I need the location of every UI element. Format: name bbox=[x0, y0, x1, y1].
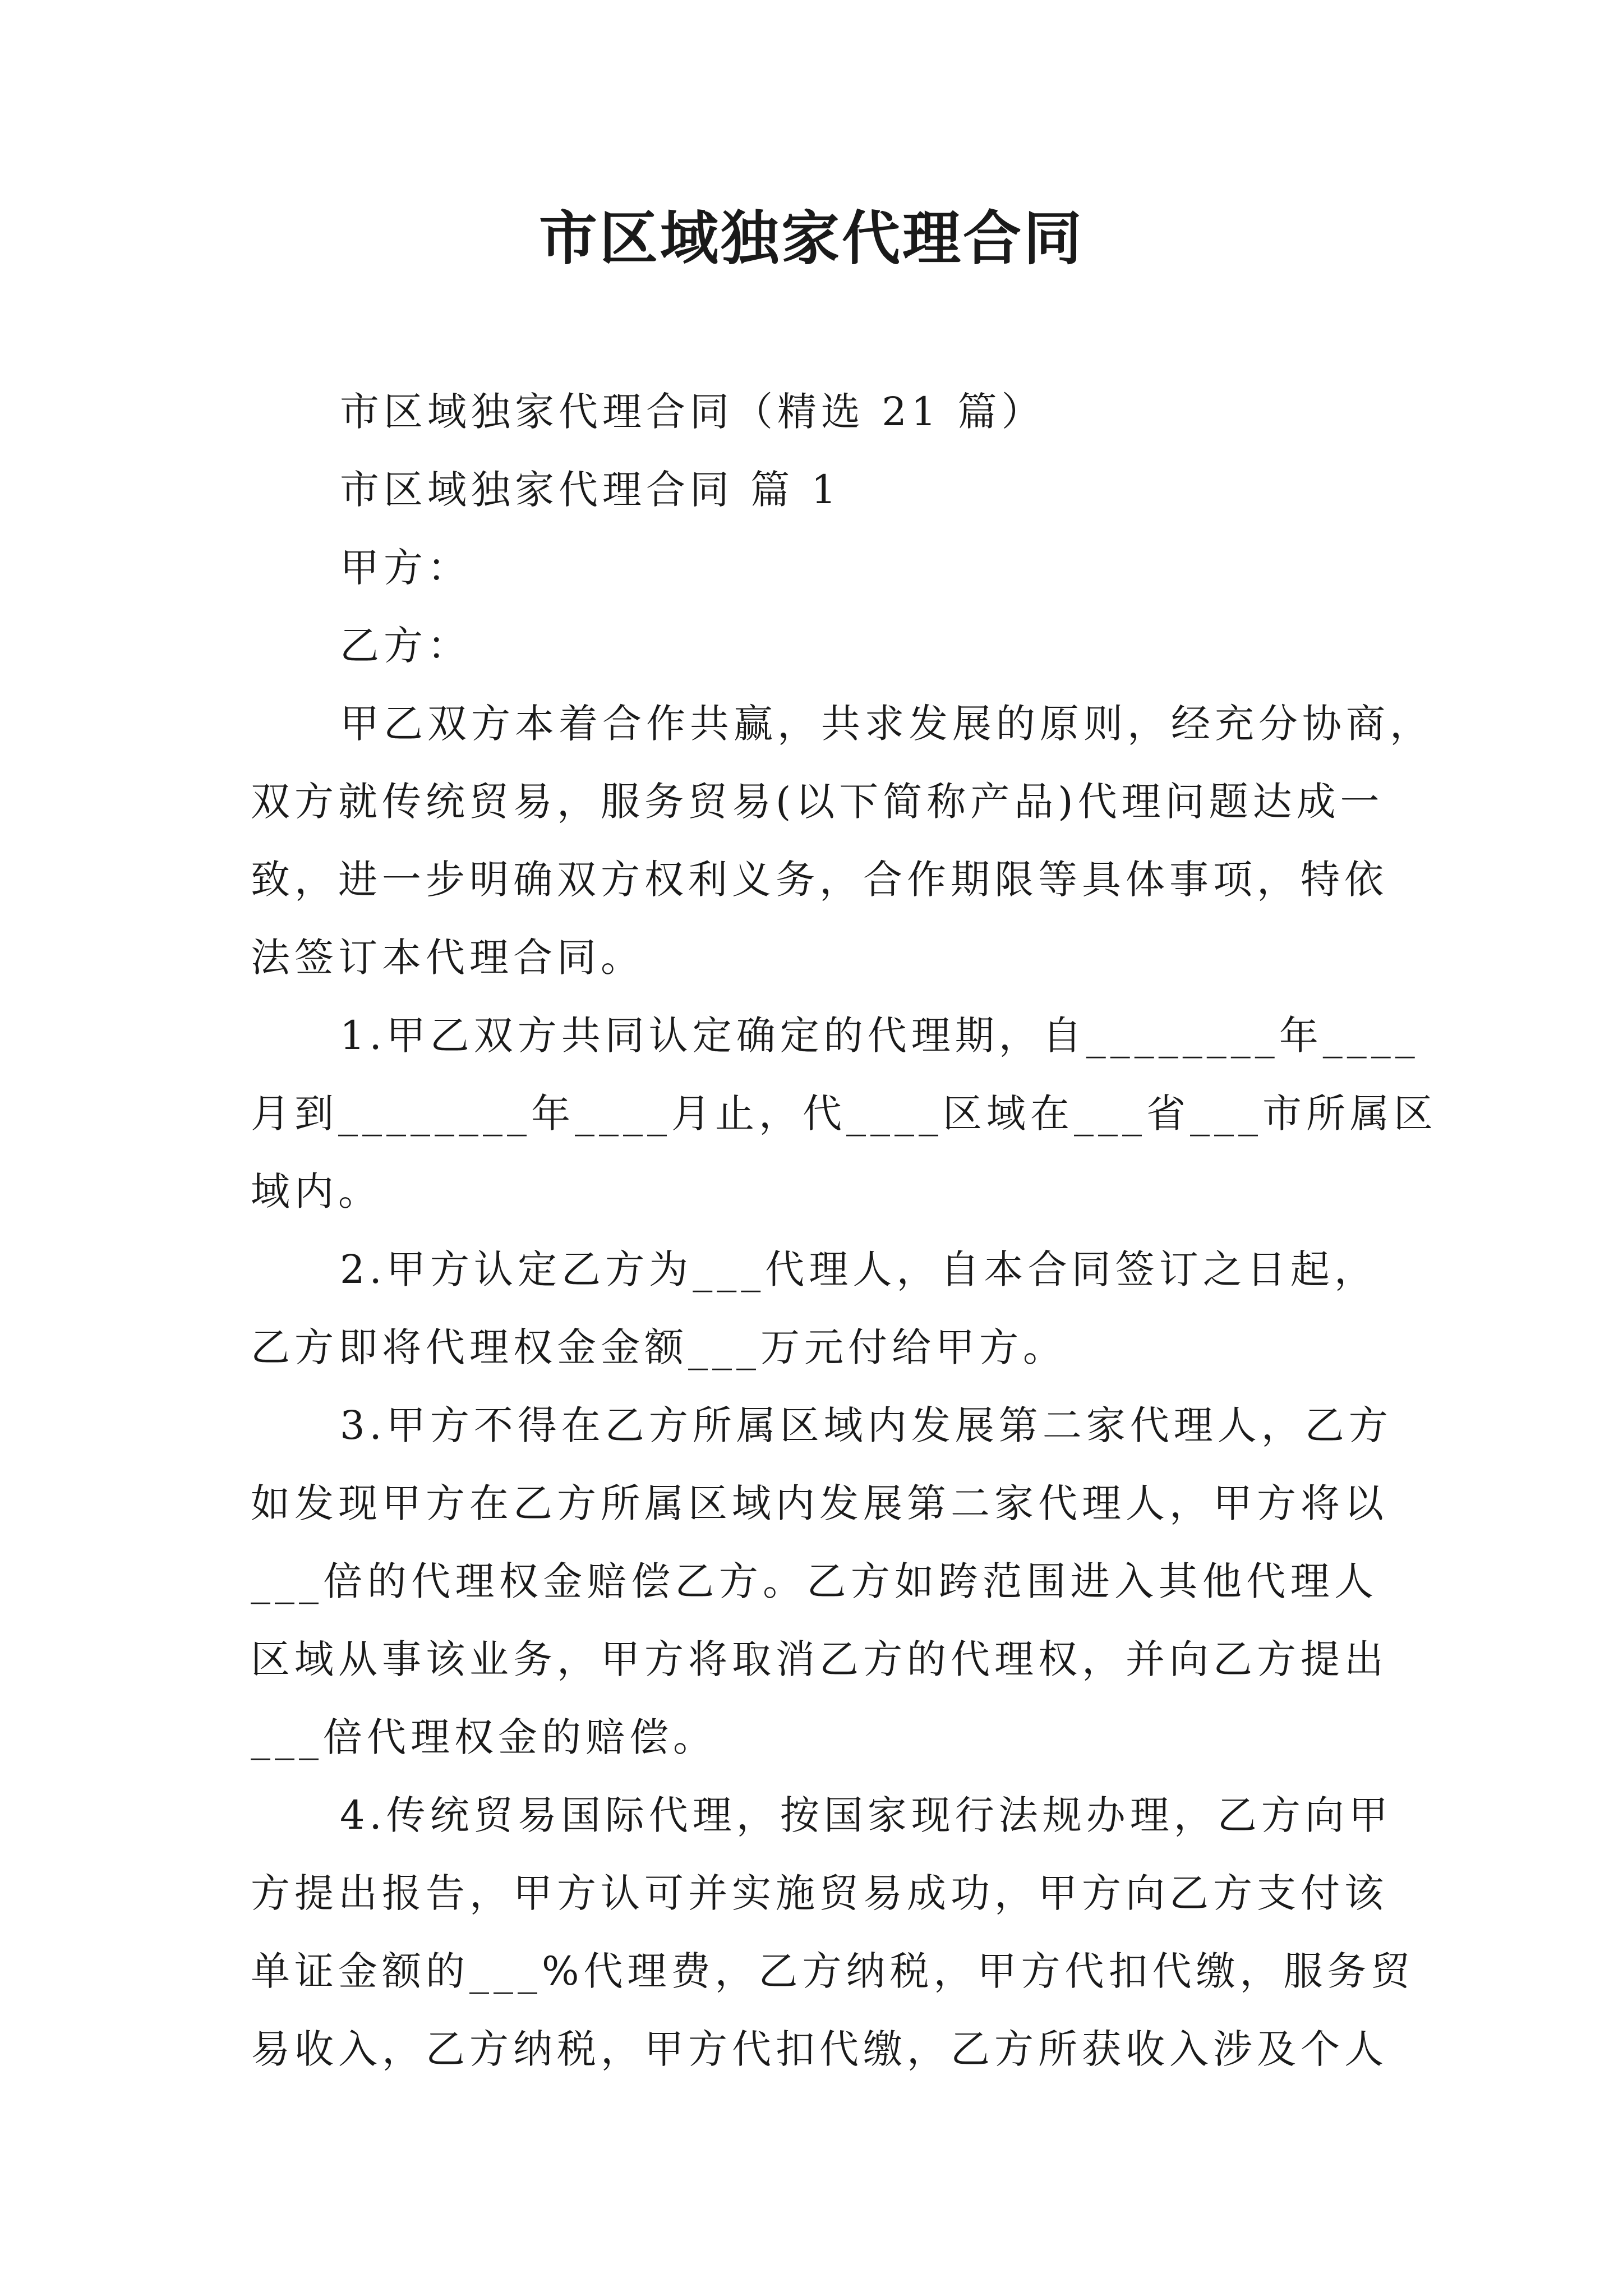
party-b-label: 乙方： bbox=[340, 623, 471, 669]
paragraph-line: 4.传统贸易国际代理，按国家现行法规办理，乙方向甲 bbox=[340, 1792, 1393, 1838]
clause-4 bbox=[251, 1777, 1415, 2088]
paragraph-line: 双方就传统贸易，服务贸易(以下简称产品)代理问题达成一 bbox=[251, 779, 1384, 825]
clause-3 bbox=[251, 1387, 1393, 1777]
paragraph-line: 如发现甲方在乙方所属区域内发展第二家代理人，甲方将以 bbox=[251, 1480, 1388, 1526]
paragraph-line: 易收入，乙方纳税，甲方代扣代缴，乙方所获收入涉及个人 bbox=[251, 2026, 1388, 2072]
paragraph-line: 方提出报告，甲方认可并实施贸易成功，甲方向乙方支付该 bbox=[251, 1870, 1388, 1916]
party-a-label: 甲方： bbox=[340, 545, 471, 591]
paragraph-intro bbox=[251, 685, 1433, 997]
document-subtitle: 市区域独家代理合同（精选 21 篇） bbox=[340, 389, 1045, 435]
paragraph-line: 区域从事该业务，甲方将取消乙方的代理权，并向乙方提出 bbox=[251, 1636, 1388, 1682]
paragraph-line: 1.甲乙双方共同认定确定的代理期，自________年____ bbox=[340, 1013, 1419, 1059]
paragraph-line: 3.甲方不得在乙方所属区域内发展第二家代理人，乙方 bbox=[340, 1402, 1393, 1448]
document-title: 市区域独家代理合同 bbox=[538, 204, 1084, 273]
paragraph-line: 单证金额的___%代理费，乙方纳税，甲方代扣代缴，服务贸 bbox=[251, 1948, 1415, 1994]
paragraph-line: 2.甲方认定乙方为___代理人，自本合同签订之日起， bbox=[340, 1246, 1378, 1292]
paragraph-line: 域内。 bbox=[251, 1168, 382, 1214]
paragraph-line: 月到________年____月止，代____区域在___省___市所属区 bbox=[251, 1091, 1437, 1137]
paragraph-line: ___倍代理权金的赔偿。 bbox=[251, 1714, 717, 1760]
document-body bbox=[251, 373, 1437, 2088]
paragraph-line: 法签订本代理合同。 bbox=[251, 935, 644, 981]
paragraph-line: 致，进一步明确双方权利义务，合作期限等具体事项，特依 bbox=[251, 857, 1388, 903]
paragraph-line: 乙方即将代理权金金额___万元付给甲方。 bbox=[251, 1324, 1067, 1370]
clause-2 bbox=[251, 1231, 1378, 1387]
paragraph-line: ___倍的代理权金赔偿乙方。乙方如跨范围进入其他代理人 bbox=[251, 1558, 1378, 1604]
section-heading: 市区域独家代理合同 篇 1 bbox=[340, 467, 841, 513]
clause-1 bbox=[251, 997, 1437, 1231]
paragraph-line: 甲乙双方本着合作共赢，共求发展的原则，经充分协商， bbox=[340, 701, 1433, 747]
